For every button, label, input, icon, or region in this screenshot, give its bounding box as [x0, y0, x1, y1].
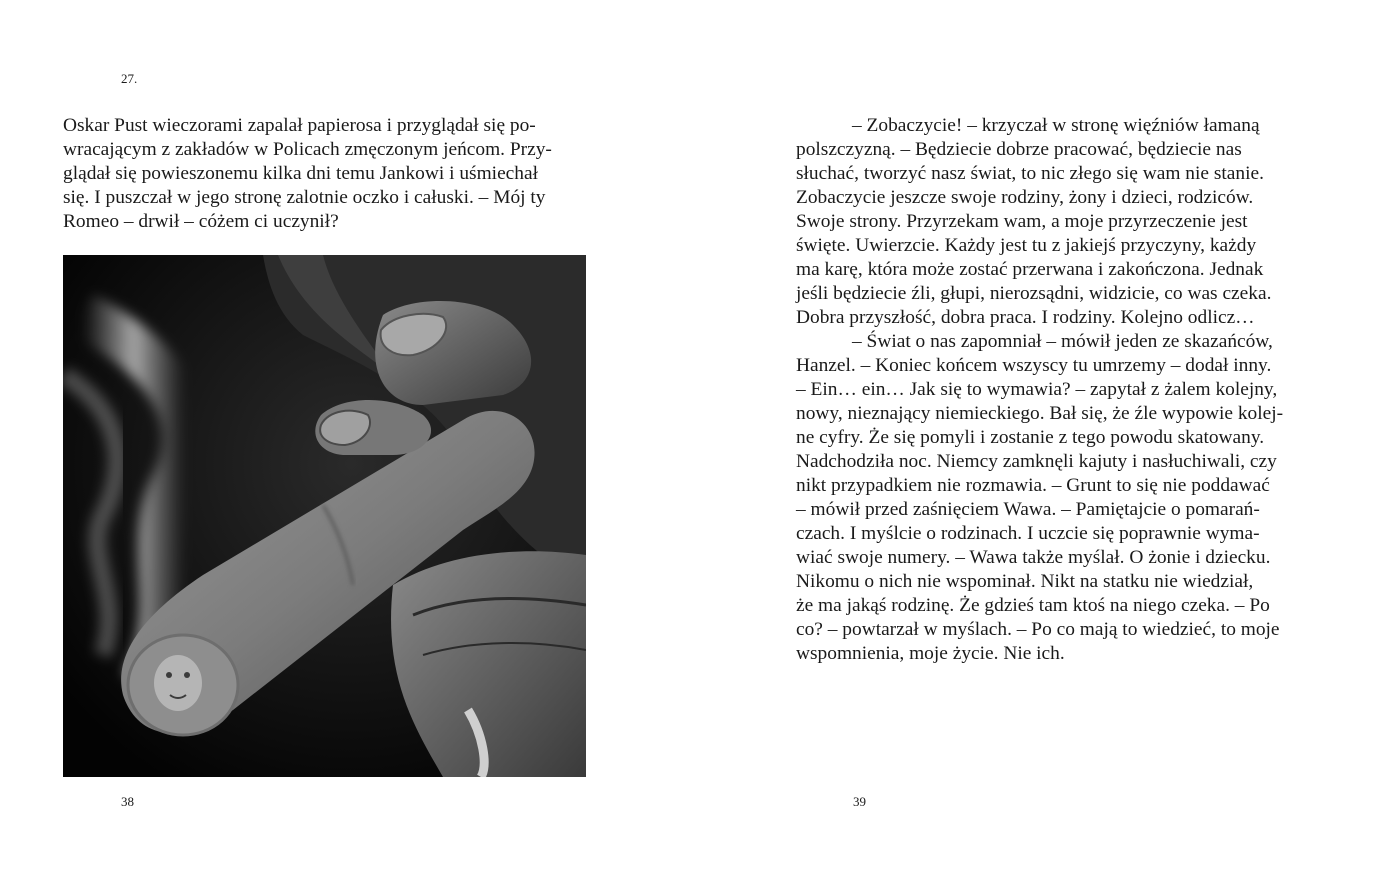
right-page: [691, 0, 1383, 881]
right-page-number: 39: [853, 794, 866, 809]
right-paragraph-2: – Świat o nas zapomniał – mówił jeden ze skazańców, Hanzel. – Koniec końcem wszyscy tu umrzemy – dodał inny. – Ein… ein… Jak się to wymawia? – zapytał z żalem kolejny, nowy, nieznający niemieckiego. Bał się, że źle wypowie kolej- ne cyfry. Że się pomyli i zostanie z tego powodu skatowany. Nadchodziła noc. Niemcy zamknęli kajuty i nasłuchiwali, czy nikt przypadkiem nie rozmawia. – Grunt to się nie poddawać – mówił przed zaśnięciem Wawa. – Pamiętajcie o pomarań- czach. I myślcie o rodzinach. I uczcie się poprawnie wyma- wiać swoje numery. – Wawa także myślał. O żonie i dziecku. Nikomu o nich nie wspominał. Nikt na statku nie wiedział, że ma jakąś rodzinę. Że gdzieś tam ktoś na niego czeka. – Po co? – powtarzał w myślach. – Po co mają to wiedzieć, to moje wspomnienia, moje życie. Nie ich.: [796, 331, 1284, 664]
right-paragraph-1: – Zobaczycie! – krzyczał w stronę więźniów łamaną polszczyzną. – Będziecie dobrze pracować, będziecie nas słuchać, tworzyć nasz świat, to nic złego się wam nie stanie. Zobaczycie jeszcze swoje rodziny, żony i dzieci, rodziców. Swoje strony. Przyrzekam wam, a moje przyrzeczenie jest święte. Uwierzcie. Każdy jest tu z jakiejś przyczyny, każdy ma karę, która może zostać przerwana i zakończona. Jednak jeśli będziecie źli, głupi, nierozsądni, widzicie, co was czeka. Dobra przyszłość, dobra praca. I rodziny. Kolejno odlicz…: [796, 115, 1272, 328]
left-paragraph: Oskar Pust wieczorami zapalał papierosa i przyglądał się po- wracającym z zakładów w Policach zmęczonym jeńcom. Przy- glądał się powieszonemu kilka dni temu Jankowi i uśmiechał się. I puszczał w jego stronę zalotnie oczko i całuski. – Mój ty Romeo – drwił – cóżem ci uczynił?: [63, 115, 552, 232]
right-text-block: [796, 114, 1320, 666]
chapter-number: 27.: [121, 71, 138, 86]
left-page: [0, 0, 691, 881]
left-text-block: [63, 114, 591, 234]
left-page-number: 38: [121, 794, 134, 809]
cigarette-photo: [63, 255, 586, 777]
